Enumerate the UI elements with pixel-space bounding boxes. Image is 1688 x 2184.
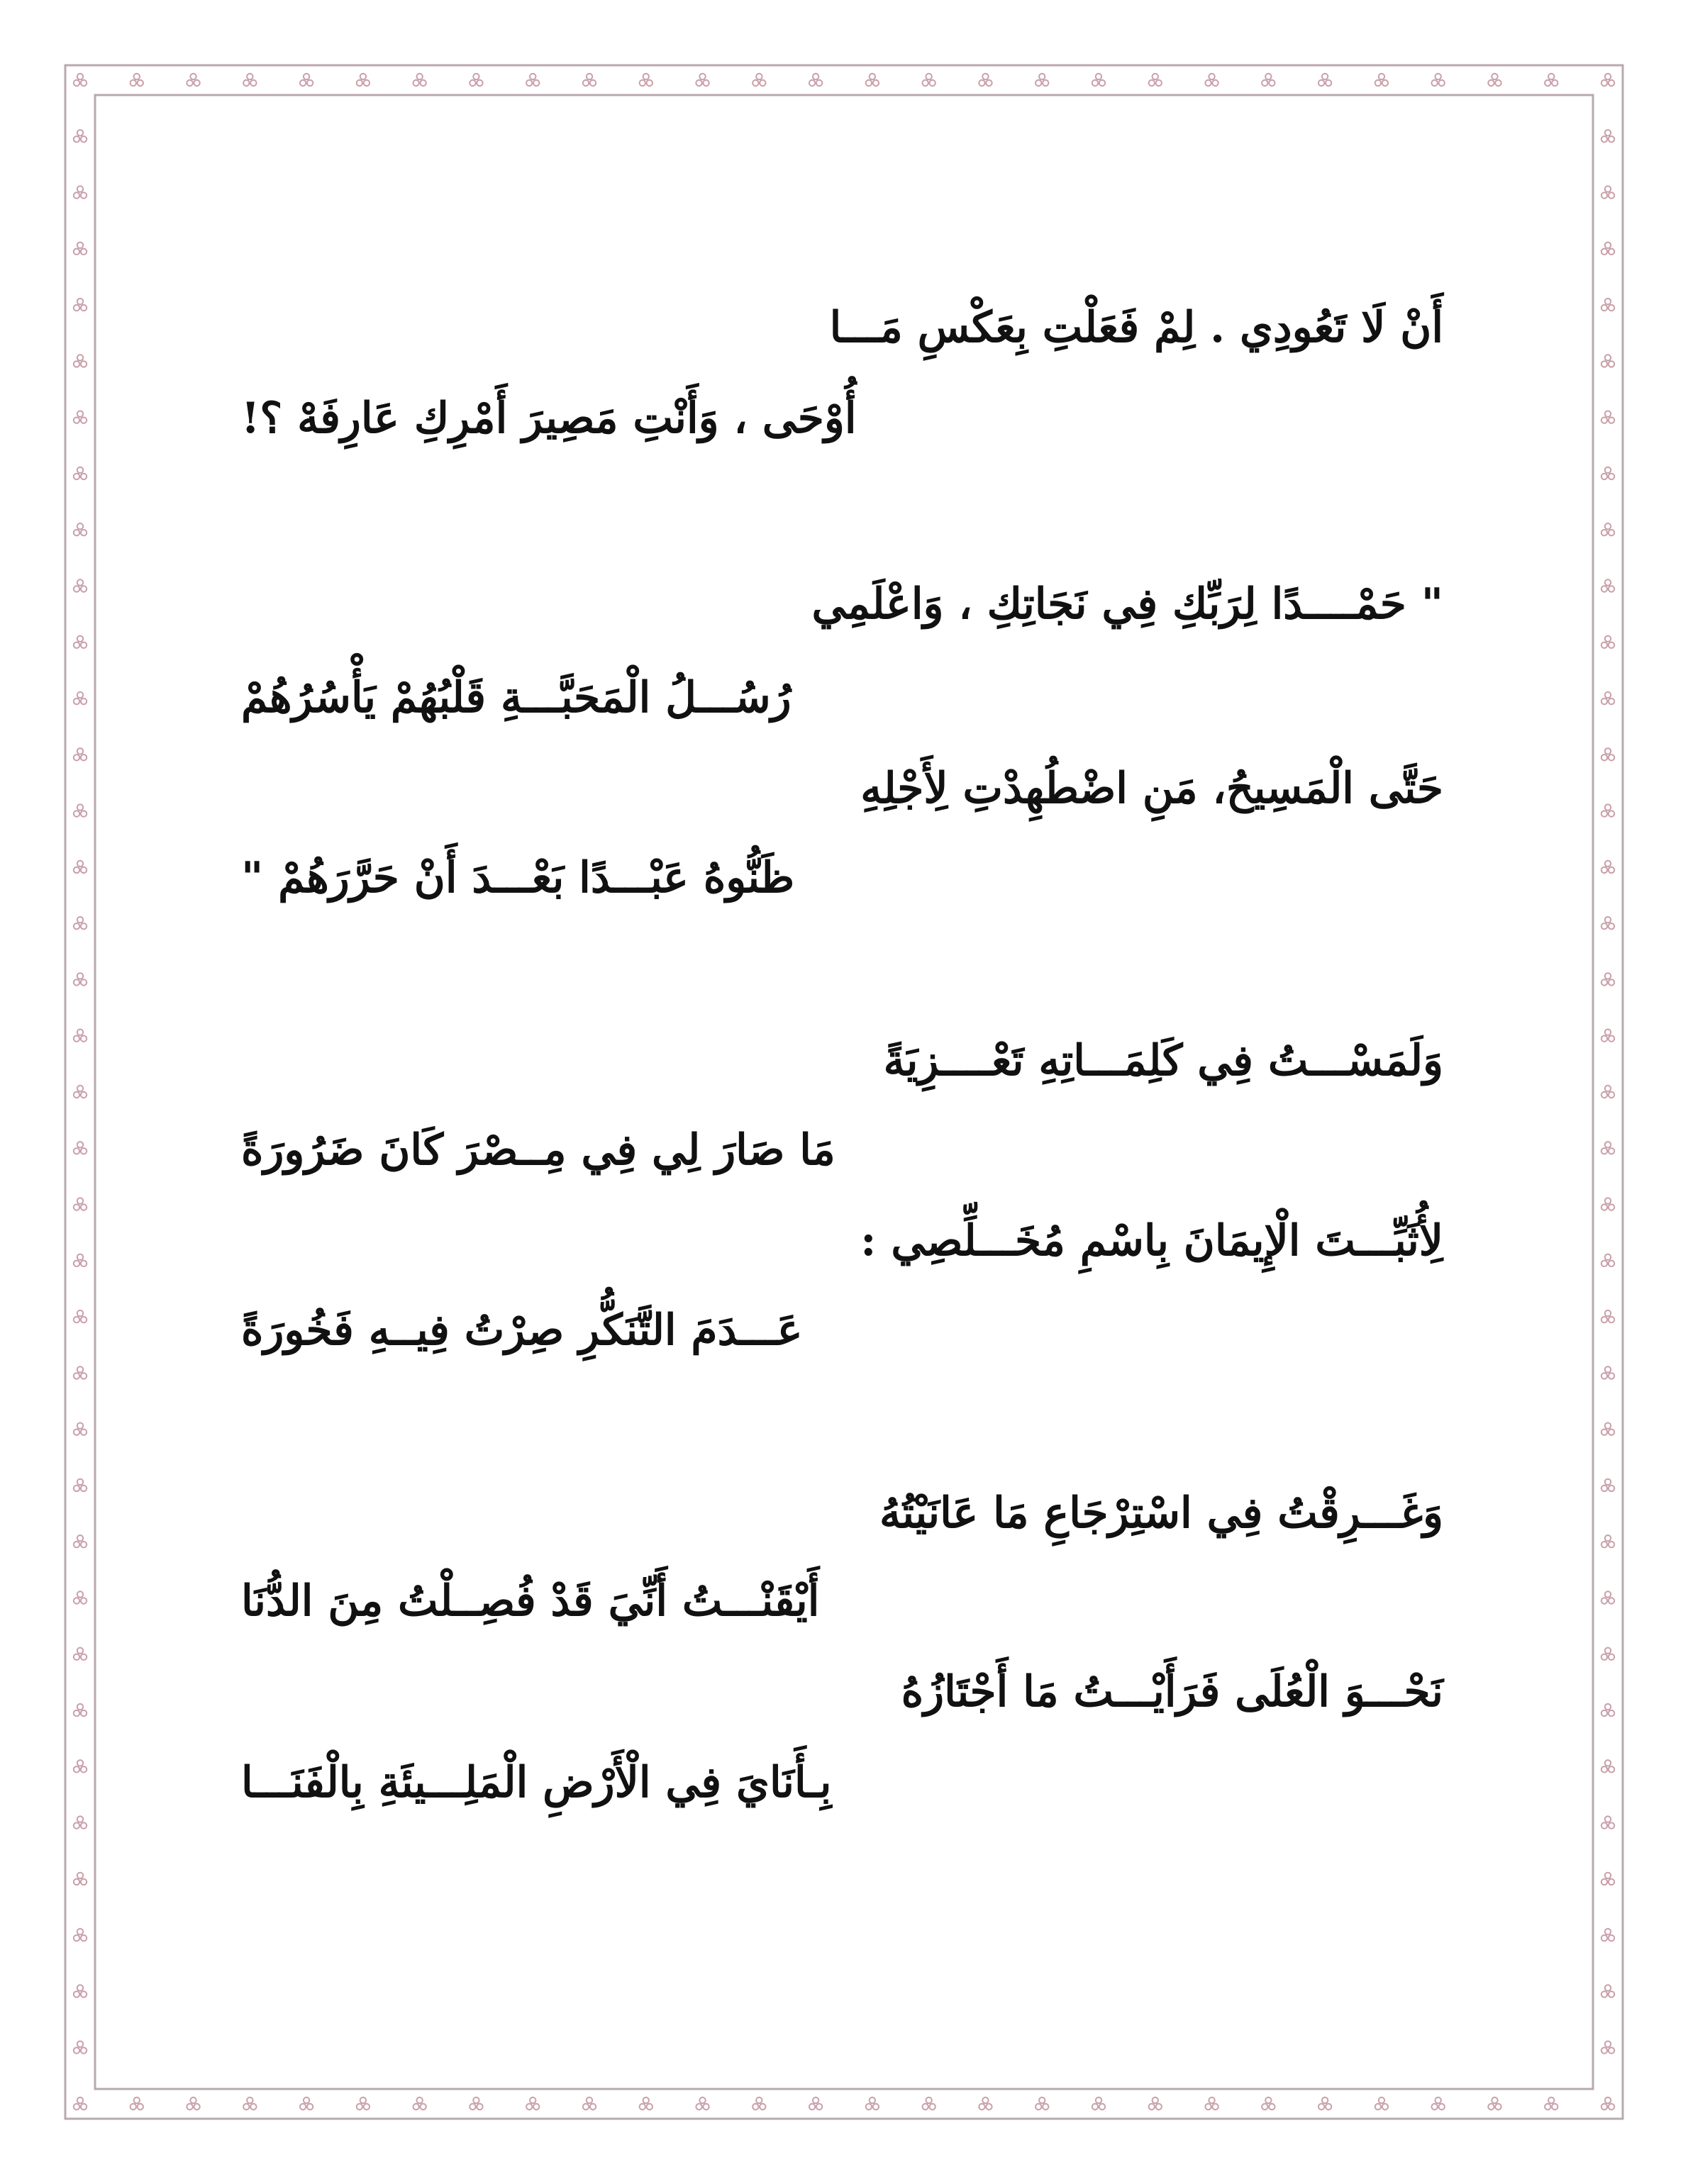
trefoil-ornament-icon bbox=[74, 1704, 87, 1716]
trefoil-ornament-icon bbox=[74, 2097, 87, 2110]
verse-stanza2-line3: حَتَّى الْمَسِيحُ، مَنِ اضْطُهِدْتِ لِأَجْلِهِ bbox=[860, 764, 1443, 813]
trefoil-ornament-icon bbox=[1601, 579, 1614, 591]
trefoil-ornament-icon bbox=[1601, 299, 1614, 311]
trefoil-ornament-icon bbox=[187, 74, 199, 86]
trefoil-ornament-icon bbox=[1601, 523, 1614, 535]
trefoil-ornament-icon bbox=[74, 1310, 87, 1322]
verse-stanza4-line4: بِـأَنَايَ فِي الْأَرْضِ الْمَلِـــيئَةِ بِالْفَنَـــا bbox=[241, 1758, 832, 1807]
trefoil-ornament-icon bbox=[640, 74, 653, 86]
trefoil-ornament-icon bbox=[922, 2097, 935, 2110]
trefoil-ornament-icon bbox=[357, 74, 370, 86]
trefoil-ornament-icon bbox=[131, 74, 143, 86]
trefoil-ornament-icon bbox=[1601, 1648, 1614, 1660]
trefoil-ornament-icon bbox=[1601, 243, 1614, 255]
trefoil-ornament-icon bbox=[74, 748, 87, 760]
trefoil-ornament-icon bbox=[1601, 186, 1614, 198]
trefoil-ornament-icon bbox=[357, 2097, 370, 2110]
trefoil-ornament-icon bbox=[1431, 74, 1444, 86]
trefoil-ornament-icon bbox=[470, 74, 482, 86]
trefoil-ornament-icon bbox=[809, 2097, 822, 2110]
trefoil-ornament-icon bbox=[1601, 692, 1614, 704]
trefoil-ornament-icon bbox=[1601, 2097, 1614, 2110]
trefoil-ornament-icon bbox=[1601, 804, 1614, 816]
trefoil-ornament-icon bbox=[866, 2097, 879, 2110]
trefoil-ornament-icon bbox=[74, 579, 87, 591]
trefoil-ornament-icon bbox=[74, 1873, 87, 1885]
verse-stanza4-line2: أَيْقَنْـــتُ أَنِّيَ قَدْ فُصِــلْتُ مِنَ الدُّنَا bbox=[241, 1576, 820, 1626]
trefoil-ornament-icon bbox=[74, 1142, 87, 1154]
trefoil-ornament-icon bbox=[470, 2097, 482, 2110]
trefoil-ornament-icon bbox=[1035, 74, 1048, 86]
trefoil-ornament-icon bbox=[74, 467, 87, 479]
trefoil-ornament-icon bbox=[1375, 74, 1388, 86]
trefoil-ornament-icon bbox=[1601, 1030, 1614, 1042]
verse-stanza3-line1: وَلَمَسْـــتُ فِي كَلِمَـــاتِهِ تَعْــــزِيَةً bbox=[883, 1036, 1443, 1086]
trefoil-ornament-icon bbox=[1601, 1704, 1614, 1716]
trefoil-ornament-icon bbox=[1601, 1873, 1614, 1885]
trefoil-ornament-icon bbox=[1601, 411, 1614, 423]
trefoil-ornament-icon bbox=[74, 74, 87, 86]
trefoil-ornament-icon bbox=[1601, 861, 1614, 873]
trefoil-ornament-icon bbox=[1262, 74, 1275, 86]
verse-stanza4-line1: وَغَـــرِقْتُ فِي اسْتِرْجَاعِ مَا عَانَيْتُهُ bbox=[879, 1488, 1443, 1538]
trefoil-ornament-icon bbox=[1149, 74, 1162, 86]
trefoil-ornament-icon bbox=[413, 74, 426, 86]
verse-stanza3-line4: عَـــدَمَ التَّنَكُّرِ صِرْتُ فِيــهِ فَخُورَةً bbox=[241, 1305, 803, 1355]
trefoil-ornament-icon bbox=[979, 74, 992, 86]
trefoil-ornament-icon bbox=[1375, 2097, 1388, 2110]
trefoil-ornament-icon bbox=[74, 355, 87, 367]
trefoil-ornament-icon bbox=[1601, 748, 1614, 760]
trefoil-ornament-icon bbox=[922, 74, 935, 86]
verse-stanza2-line1: " حَمْــــدًا لِرَبِّكِ فِي نَجَاتِكِ ، وَاعْلَمِي bbox=[811, 579, 1443, 629]
trefoil-ornament-icon bbox=[1601, 1479, 1614, 1491]
trefoil-ornament-icon bbox=[1601, 1760, 1614, 1772]
trefoil-ornament-icon bbox=[583, 74, 596, 86]
trefoil-ornament-icon bbox=[1262, 2097, 1275, 2110]
verse-stanza1-line1: أَنْ لَا تَعُودِي . لِمْ فَعَلْتِ بِعَكْسِ مَـــا bbox=[829, 303, 1443, 352]
trefoil-ornament-icon bbox=[640, 2097, 653, 2110]
trefoil-ornament-icon bbox=[1488, 2097, 1501, 2110]
trefoil-ornament-icon bbox=[74, 1591, 87, 1603]
trefoil-ornament-icon bbox=[74, 917, 87, 929]
trefoil-ornament-icon bbox=[1035, 2097, 1048, 2110]
trefoil-ornament-icon bbox=[300, 74, 313, 86]
trefoil-ornament-icon bbox=[74, 1422, 87, 1434]
trefoil-ornament-icon bbox=[1545, 2097, 1557, 2110]
trefoil-ornament-icon bbox=[1601, 74, 1614, 86]
trefoil-ornament-icon bbox=[526, 74, 539, 86]
trefoil-ornament-icon bbox=[1601, 1816, 1614, 1828]
trefoil-ornament-icon bbox=[74, 861, 87, 873]
trefoil-ornament-icon bbox=[583, 2097, 596, 2110]
trefoil-ornament-icon bbox=[74, 1254, 87, 1266]
trefoil-ornament-icon bbox=[1601, 1422, 1614, 1434]
trefoil-ornament-icon bbox=[1601, 917, 1614, 929]
trefoil-ornament-icon bbox=[1601, 467, 1614, 479]
trefoil-ornament-icon bbox=[1205, 2097, 1218, 2110]
trefoil-ornament-icon bbox=[1318, 2097, 1331, 2110]
trefoil-ornament-icon bbox=[809, 74, 822, 86]
trefoil-ornament-icon bbox=[74, 1479, 87, 1491]
trefoil-ornament-icon bbox=[696, 74, 709, 86]
trefoil-ornament-icon bbox=[74, 243, 87, 255]
trefoil-ornament-icon bbox=[74, 186, 87, 198]
trefoil-ornament-icon bbox=[696, 2097, 709, 2110]
trefoil-ornament-icon bbox=[74, 1760, 87, 1772]
trefoil-ornament-icon bbox=[1601, 636, 1614, 648]
trefoil-ornament-icon bbox=[1092, 74, 1105, 86]
trefoil-ornament-icon bbox=[1092, 2097, 1105, 2110]
trefoil-ornament-icon bbox=[1149, 2097, 1162, 2110]
trefoil-ornament-icon bbox=[1601, 2041, 1614, 2054]
trefoil-ornament-icon bbox=[74, 1535, 87, 1547]
trefoil-ornament-icon bbox=[866, 74, 879, 86]
trefoil-ornament-icon bbox=[74, 1198, 87, 1210]
trefoil-ornament-icon bbox=[74, 636, 87, 648]
trefoil-ornament-icon bbox=[1601, 130, 1614, 142]
trefoil-ornament-icon bbox=[74, 1816, 87, 1828]
trefoil-ornament-icon bbox=[74, 2041, 87, 2054]
trefoil-ornament-icon bbox=[753, 2097, 765, 2110]
trefoil-ornament-icon bbox=[74, 1366, 87, 1378]
verse-stanza1-line2: أُوْحَى ، وَأَنْتِ مَصِيرَ أَمْرِكِ عَارِفَهْ ؟! bbox=[241, 394, 857, 443]
trefoil-ornament-icon bbox=[1601, 1591, 1614, 1603]
trefoil-ornament-icon bbox=[1488, 74, 1501, 86]
trefoil-ornament-icon bbox=[74, 299, 87, 311]
trefoil-ornament-icon bbox=[1545, 74, 1557, 86]
trefoil-ornament-icon bbox=[1601, 1086, 1614, 1098]
trefoil-ornament-icon bbox=[74, 1985, 87, 1997]
trefoil-ornament-icon bbox=[74, 411, 87, 423]
verse-stanza3-line3: لِأُثَبِّـــتَ الْإِيمَانَ بِاسْمِ مُخَـــلِّصِي : bbox=[860, 1216, 1443, 1266]
trefoil-ornament-icon bbox=[753, 74, 765, 86]
trefoil-ornament-icon bbox=[187, 2097, 199, 2110]
trefoil-ornament-icon bbox=[131, 2097, 143, 2110]
trefoil-ornament-icon bbox=[1601, 1142, 1614, 1154]
trefoil-ornament-icon bbox=[74, 1648, 87, 1660]
verse-stanza4-line3: نَحْـــوَ الْعُلَى فَرَأَيْـــتُ مَا أَجْتَازُهُ bbox=[901, 1667, 1443, 1717]
trefoil-ornament-icon bbox=[1601, 1254, 1614, 1266]
trefoil-ornament-icon bbox=[300, 2097, 313, 2110]
trefoil-ornament-icon bbox=[1601, 973, 1614, 985]
trefoil-ornament-icon bbox=[1318, 74, 1331, 86]
trefoil-ornament-icon bbox=[243, 2097, 256, 2110]
trefoil-ornament-icon bbox=[1601, 1535, 1614, 1547]
trefoil-ornament-icon bbox=[74, 692, 87, 704]
trefoil-ornament-icon bbox=[74, 973, 87, 985]
trefoil-ornament-icon bbox=[74, 1929, 87, 1941]
trefoil-ornament-icon bbox=[1601, 1198, 1614, 1210]
trefoil-ornament-icon bbox=[1601, 1929, 1614, 1941]
trefoil-ornament-icon bbox=[1601, 1366, 1614, 1378]
verse-stanza3-line2: مَا صَارَ لِي فِي مِــصْرَ كَانَ ضَرُورَةً bbox=[241, 1125, 835, 1175]
trefoil-ornament-icon bbox=[1601, 1310, 1614, 1322]
trefoil-ornament-icon bbox=[1205, 74, 1218, 86]
trefoil-ornament-icon bbox=[526, 2097, 539, 2110]
trefoil-ornament-icon bbox=[979, 2097, 992, 2110]
trefoil-ornament-icon bbox=[74, 1030, 87, 1042]
trefoil-ornament-icon bbox=[74, 523, 87, 535]
verse-stanza2-line2: رُسُـــلُ الْمَحَبَّـــةِ قَلْبُهُمْ يَأْسُرُهُمْ bbox=[241, 673, 792, 723]
trefoil-ornament-icon bbox=[413, 2097, 426, 2110]
trefoil-ornament-icon bbox=[74, 1086, 87, 1098]
trefoil-ornament-icon bbox=[1431, 2097, 1444, 2110]
trefoil-ornament-icon bbox=[74, 804, 87, 816]
trefoil-ornament-icon bbox=[1601, 355, 1614, 367]
trefoil-ornament-icon bbox=[243, 74, 256, 86]
verse-stanza2-line4: ظَنُّوهُ عَبْـــدًا بَعْـــدَ أَنْ حَرَّرَهُمْ " bbox=[241, 853, 795, 903]
trefoil-ornament-icon bbox=[1601, 1985, 1614, 1997]
trefoil-ornament-icon bbox=[74, 130, 87, 142]
outer-frame-line bbox=[65, 65, 1623, 2119]
